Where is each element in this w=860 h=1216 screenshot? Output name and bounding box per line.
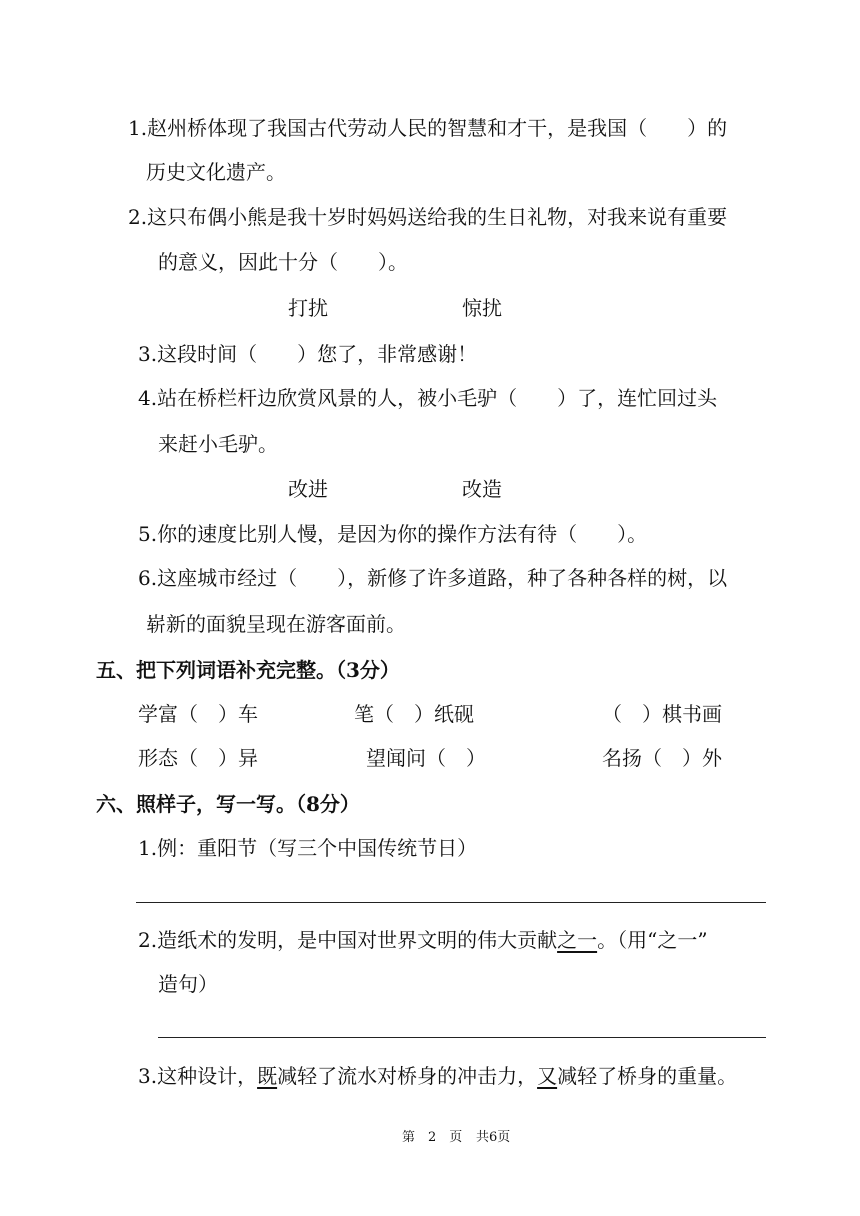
q6-line1: 6.这座城市经过（ ），新修了许多道路，种了各种各样的树，以	[138, 566, 728, 590]
section5-title: 五、把下列词语补充完整。（3分）	[96, 658, 400, 682]
word-option-daraorao: 打扰	[288, 296, 328, 320]
q2-line1: 2.这只布偶小熊是我十岁时妈妈送给我的生日礼物，对我来说有重要	[128, 205, 728, 229]
word-option-jingrao: 惊扰	[462, 296, 502, 320]
answer-line-1[interactable]	[136, 902, 766, 903]
answer-line-2[interactable]	[158, 1037, 766, 1038]
q6-line2: 崭新的面貌呈现在游客面前。	[146, 612, 406, 636]
section6-title: 六、照样子，写一写。（8分）	[96, 792, 360, 816]
s6-q3-text-a: 3.这种设计，	[138, 1064, 258, 1088]
s6-q3-you: 又	[537, 1064, 558, 1088]
s6-q2-text: 2.造纸术的发明，是中国对世界文明的伟大贡献	[138, 928, 558, 952]
s6-q2-tail: 。（用“之一”	[597, 928, 708, 952]
q1-line2: 历史文化遗产。	[146, 160, 286, 184]
idiom-5: 望闻问（ ）	[366, 746, 486, 770]
page-number: 第 2 页	[402, 1130, 463, 1145]
word-option-gaizao: 改造	[462, 477, 502, 501]
s6-q2-underlined: 之一	[557, 928, 598, 952]
idiom-6: 名扬（ ）外	[602, 746, 722, 770]
idiom-3: （ ）棋书画	[602, 702, 722, 726]
s6-q1-line: 1.例：重阳节（写三个中国传统节日）	[138, 836, 478, 860]
q4-line1: 4.站在桥栏杆边欣赏风景的人，被小毛驴（ ）了，连忙回过头	[138, 386, 718, 410]
q2-line2: 的意义，因此十分（ ）。	[158, 250, 408, 274]
q1-line1: 1.赵州桥体现了我国古代劳动人民的智慧和才干，是我国（ ）的	[128, 116, 728, 140]
page-total: 共6页	[476, 1130, 511, 1145]
s6-q2-line1	[138, 928, 708, 952]
s6-q3-text-c: 减轻了桥身的重量。	[557, 1064, 738, 1088]
idiom-1: 学富（ ）车	[138, 702, 258, 726]
q3-line: 3.这段时间（ ）您了，非常感谢！	[138, 342, 478, 366]
s6-q2-line2: 造句）	[158, 972, 218, 996]
s6-q3-line	[138, 1064, 737, 1088]
word-option-gaijin: 改进	[288, 477, 328, 501]
q5-line: 5.你的速度比别人慢，是因为你的操作方法有待（ ）。	[138, 522, 648, 546]
s6-q3-ji: 既	[257, 1064, 278, 1088]
q4-line2: 来赶小毛驴。	[158, 432, 278, 456]
s6-q3-text-b: 减轻了流水对桥身的冲击力，	[277, 1064, 538, 1088]
idiom-4: 形态（ ）异	[138, 746, 258, 770]
idiom-2: 笔（ ）纸砚	[354, 702, 474, 726]
